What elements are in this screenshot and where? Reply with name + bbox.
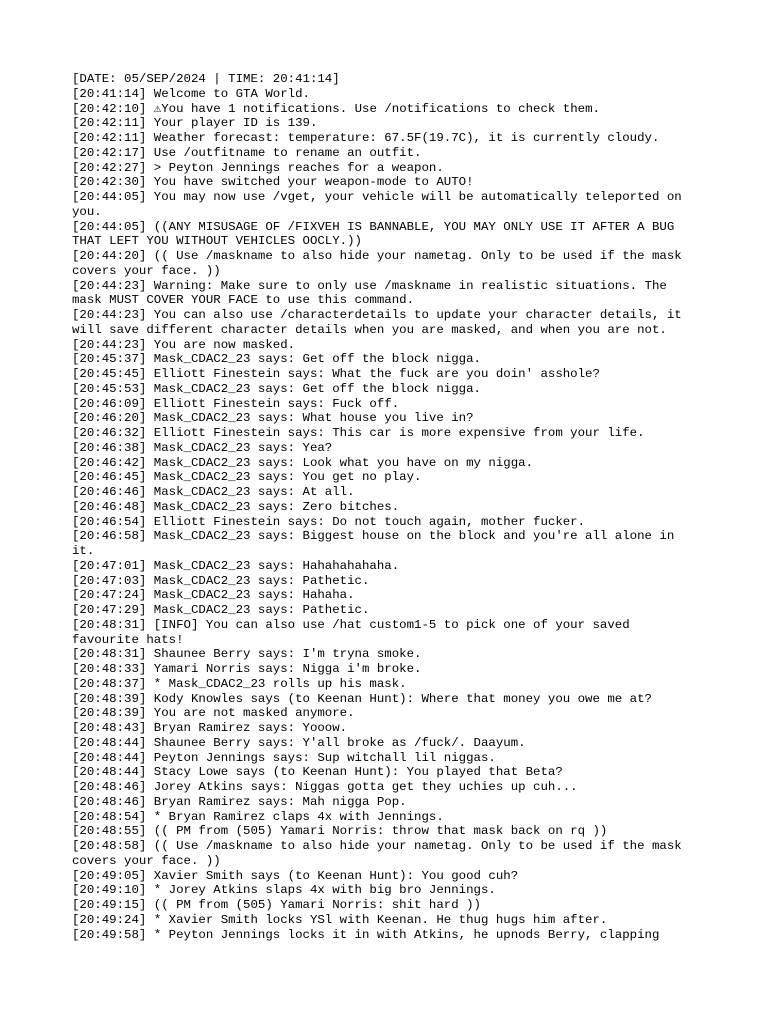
- log-line: [20:44:23] You can also use /characterdetails to update your character details, it will save different character details when you are masked, and when you are not.: [72, 308, 690, 337]
- log-line: [20:49:58] * Peyton Jennings locks it in with Atkins, he upnods Berry, clapping: [72, 927, 660, 942]
- log-line: [20:45:45] Elliott Finestein says: What the fuck are you doin' asshole?: [72, 367, 600, 381]
- log-line: [20:48:43] Bryan Ramirez says: Yooow.: [72, 721, 348, 735]
- log-line: [20:48:44] Stacy Lowe says (to Keenan Hunt): You played that Beta?: [72, 765, 563, 780]
- log-line: [20:42:27] > Peyton Jennings reaches for a weapon.: [72, 160, 444, 175]
- log-line: [20:48:46] Bryan Ramirez says: Mah nigga Pop.: [72, 794, 407, 809]
- log-line: [20:46:32] Elliott Finestein says: This car is more expensive from your life.: [72, 426, 645, 440]
- log-line: [20:45:37] Mask_CDAC2_23 says: Get off the block nigga.: [72, 352, 481, 367]
- log-line: [20:42:10] ⚠You have 1 notifications. Use /notifications to check them.: [72, 101, 600, 116]
- log-line: [20:48:44] Peyton Jennings says: Sup witchall lil niggas.: [72, 750, 496, 765]
- log-line: [20:49:15] (( PM from (505) Yamari Norris: shit hard )): [72, 898, 481, 912]
- log-line: [20:48:44] Shaunee Berry says: Y'all broke as /fuck/. Daayum.: [72, 735, 526, 750]
- log-line: [20:42:11] Weather forecast: temperature: 67.5F(19.7C), it is currently cloudy.: [72, 131, 660, 145]
- log-line: [20:48:39] You are not masked anymore.: [72, 706, 355, 721]
- log-line: [20:45:53] Mask_CDAC2_23 says: Get off the block nigga.: [72, 381, 481, 396]
- log-line: [20:49:24] * Xavier Smith locks YSl with Keenan. He thug hugs him after.: [72, 912, 608, 927]
- log-line: [20:47:29] Mask_CDAC2_23 says: Pathetic.: [72, 603, 370, 617]
- log-line: [20:48:39] Kody Knowles says (to Keenan Hunt): Where that money you owe me at?: [72, 691, 652, 706]
- log-line: [20:47:01] Mask_CDAC2_23 says: Hahahahahaha.: [72, 558, 400, 573]
- log-line: [20:47:03] Mask_CDAC2_23 says: Pathetic.: [72, 573, 370, 588]
- log-line: [20:42:11] Your player ID is 139.: [72, 116, 318, 131]
- chat-log: [72, 72, 696, 942]
- log-line: [20:48:31] [INFO] You can also use /hat custom1-5 to pick one of your saved favourite hats!: [72, 617, 638, 647]
- log-line: [20:42:17] Use /outfitname to rename an outfit.: [72, 145, 422, 160]
- log-line: [20:49:10] * Jorey Atkins slaps 4x with big bro Jennings.: [72, 883, 496, 898]
- log-line: [20:46:09] Elliott Finestein says: Fuck off.: [72, 396, 400, 411]
- log-line: [20:46:38] Mask_CDAC2_23 says: Yea?: [72, 440, 333, 455]
- log-line: [20:48:37] * Mask_CDAC2_23 rolls up his mask.: [72, 676, 407, 691]
- log-line: [20:46:58] Mask_CDAC2_23 says: Biggest house on the block and you're all alone in it.: [72, 529, 682, 558]
- log-line: [20:47:24] Mask_CDAC2_23 says: Hahaha.: [72, 588, 355, 603]
- log-line: [20:48:33] Yamari Norris says: Nigga i'm broke.: [72, 662, 422, 676]
- log-line: [20:44:20] (( Use /maskname to also hide your nametag. Only to be used if the mask covers your face. )): [72, 249, 690, 278]
- log-line: [20:48:55] (( PM from (505) Yamari Norris: throw that mask back on rq )): [72, 824, 608, 839]
- log-line: [20:46:20] Mask_CDAC2_23 says: What house you live in?: [72, 411, 474, 426]
- log-line: [20:48:46] Jorey Atkins says: Niggas gotta get they uchies up cuh...: [72, 780, 578, 794]
- log-line: [20:44:23] You are now masked.: [72, 337, 296, 352]
- log-line: [20:46:46] Mask_CDAC2_23 says: At all.: [72, 485, 355, 499]
- log-line: [20:48:31] Shaunee Berry says: I'm tryna smoke.: [72, 647, 422, 662]
- log-header: [DATE: 05/SEP/2024 | TIME: 20:41:14]: [72, 72, 340, 86]
- log-line: [20:42:30] You have switched your weapon-mode to AUTO!: [72, 175, 474, 190]
- log-line: [20:46:42] Mask_CDAC2_23 says: Look what you have on my nigga.: [72, 455, 534, 470]
- log-line: [20:44:05] You may now use /vget, your vehicle will be automatically teleported on you.: [72, 190, 690, 219]
- log-line: [20:44:23] Warning: Make sure to only use /maskname in realistic situations. The mask MUST COVER YOUR FACE to use this command.: [72, 278, 675, 308]
- log-line: [20:46:54] Elliott Finestein says: Do not touch again, mother fucker.: [72, 514, 586, 529]
- log-lines: [72, 87, 696, 943]
- log-line: [20:46:45] Mask_CDAC2_23 says: You get no play.: [72, 470, 422, 485]
- log-line: [20:44:05] ((ANY MISUSAGE OF /FIXVEH IS BANNABLE, YOU MAY ONLY USE IT AFTER A BUG THAT LEFT YOU WITHOUT VEHICLES OOCLY.)): [72, 219, 682, 249]
- log-line: [20:41:14] Welcome to GTA World.: [72, 86, 310, 101]
- log-line: [20:48:54] * Bryan Ramirez claps 4x with Jennings.: [72, 809, 444, 824]
- log-line: [20:49:05] Xavier Smith says (to Keenan Hunt): You good cuh?: [72, 868, 519, 883]
- log-line: [20:46:48] Mask_CDAC2_23 says: Zero bitches.: [72, 499, 400, 514]
- log-line: [20:48:58] (( Use /maskname to also hide your nametag. Only to be used if the mask covers your face. )): [72, 839, 690, 868]
